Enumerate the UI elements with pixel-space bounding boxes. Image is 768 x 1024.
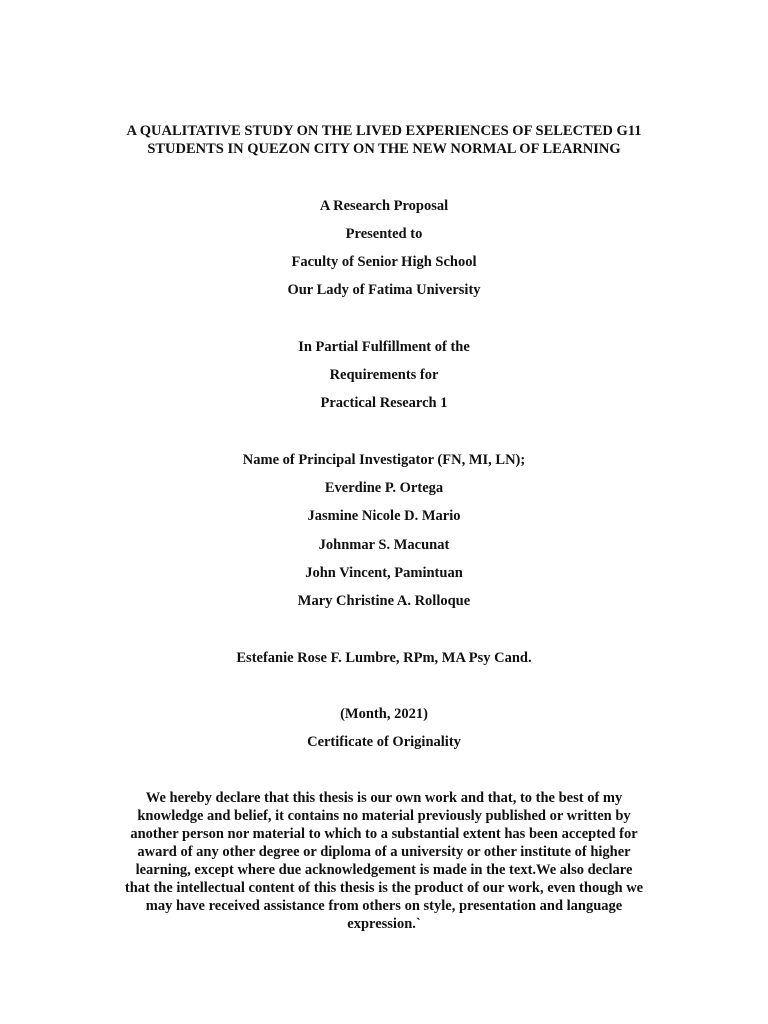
investigator-name: Mary Christine A. Rolloque <box>297 593 471 609</box>
investigator-name: Johnmar S. Macunat <box>318 537 450 553</box>
fulfillment-line-1: In Partial Fulfillment of the <box>298 339 470 355</box>
certificate-heading: Certificate of Originality <box>307 734 461 750</box>
proposal-line-2: Presented to <box>345 226 423 242</box>
declaration-line: We hereby declare that this thesis is our own work and that, to the best of my <box>145 790 623 806</box>
declaration-line: may have received assistance from others on style, presentation and language <box>145 898 623 914</box>
title-line-1: A QUALITATIVE STUDY ON THE LIVED EXPERIENCES OF SELECTED G11 <box>126 123 642 139</box>
fulfillment-line-2: Requirements for <box>329 367 439 383</box>
declaration-line: another person nor material to which to a substantial extent has been accepted for <box>130 826 638 842</box>
date-line: (Month, 2021) <box>340 706 428 722</box>
investigator-name: John Vincent, Pamintuan <box>305 565 463 581</box>
declaration-line: knowledge and belief, it contains no material previously published or written by <box>137 808 631 824</box>
proposal-line-1: A Research Proposal <box>319 198 449 214</box>
declaration-line: expression.` <box>347 916 421 932</box>
title-line-2: STUDENTS IN QUEZON CITY ON THE NEW NORMAL OF LEARNING <box>147 141 621 157</box>
proposal-line-4: Our Lady of Fatima University <box>287 282 481 298</box>
fulfillment-line-3: Practical Research 1 <box>320 395 448 411</box>
investigator-name: Jasmine Nicole D. Mario <box>307 508 461 524</box>
adviser-name: Estefanie Rose F. Lumbre, RPm, MA Psy Cand. <box>236 650 532 666</box>
investigators-heading: Name of Principal Investigator (FN, MI, LN); <box>242 452 526 468</box>
proposal-line-3: Faculty of Senior High School <box>291 254 477 270</box>
declaration-line: award of any other degree or diploma of a university or other institute of higher <box>137 844 631 860</box>
declaration-line: learning, except where due acknowledgement is made in the text.We also declare <box>135 862 633 878</box>
investigator-name: Everdine P. Ortega <box>324 480 444 496</box>
declaration-line: that the intellectual content of this thesis is the product of our work, even though we <box>124 880 644 896</box>
